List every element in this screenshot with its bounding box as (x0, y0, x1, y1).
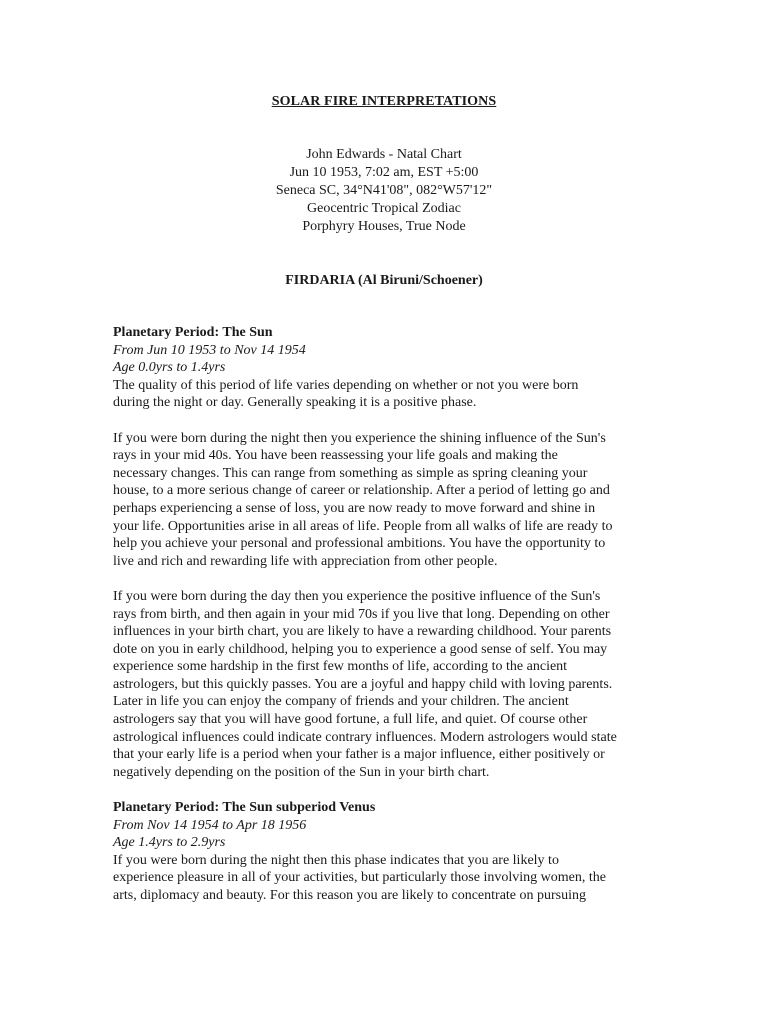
paragraph-line: that your early life is a period when your father is a major influence, either positively or (113, 747, 605, 763)
paragraph-line: rays in your mid 40s. You have been reassessing your life goals and making the (113, 448, 558, 464)
period-age-range: Age 1.4yrs to 2.9yrs (113, 835, 226, 851)
paragraph-line: If you were born during the night then this phase indicates that you are likely to (113, 852, 559, 868)
period-heading: Planetary Period: The Sun subperiod Venus (113, 800, 376, 816)
paragraph-line: arts, diplomacy and beauty. For this reason you are likely to concentrate on pursuing (113, 888, 587, 903)
paragraph-line: experience pleasure in all of your activities, but particularly those involving women, the (113, 870, 606, 886)
period-age-range: Age 0.0yrs to 1.4yrs (113, 360, 226, 376)
paragraph-line: house, to a more serious change of career or relationship. After a period of letting go and (113, 483, 610, 499)
paragraph-line: Later in life you can enjoy the company of friends and your children. The ancient (113, 694, 569, 710)
paragraph-line: help you achieve your personal and professional ambitions. You have the opportunity to (113, 536, 606, 552)
document-title: SOLAR FIRE INTERPRETATIONS (271, 94, 497, 109)
period-heading: Planetary Period: The Sun (113, 325, 273, 340)
paragraph-line: your life. Opportunities arise in all areas of life. People from all walks of life are ready to (113, 518, 613, 534)
paragraph-line: astrologers say that you will have good fortune, a full life, and quiet. Of course other (113, 712, 588, 728)
paragraph-line: live and rich and rewarding life with appreciation from other people. (113, 553, 498, 569)
period-date-range: From Nov 14 1954 to Apr 18 1956 (113, 817, 307, 833)
section-title: FIRDARIA (Al Biruni/Schoener) (285, 273, 483, 288)
paragraph-line: perhaps experiencing a sense of loss, you are now ready to move forward and shine in (113, 500, 596, 516)
paragraph-line: astrological influences could indicate contrary influences. Modern astrologers would state (113, 729, 617, 745)
paragraph-line: negatively depending on the position of the Sun in your birth chart. (113, 764, 490, 780)
chart-info-houses: Porphyry Houses, True Node (302, 219, 466, 234)
chart-info-block (0, 146, 768, 236)
paragraph-line: rays from birth, and then again in your mid 70s if you live that long. Depending on other (113, 606, 610, 622)
paragraph-line: If you were born during the day then you experience the positive influence of the Sun's (113, 588, 601, 604)
paragraph-line: astrologers, but this quickly passes. You are a joyful and happy child with loving parents. (113, 676, 613, 692)
period-date-range: From Jun 10 1953 to Nov 14 1954 (113, 342, 306, 358)
chart-info-zodiac: Geocentric Tropical Zodiac (307, 201, 461, 216)
body-text (113, 324, 673, 905)
chart-info-location: Seneca SC, 34°N41'08", 082°W57'12" (275, 183, 493, 198)
paragraph-line: dote on you in early childhood, helping you to experience a good sense of self. You may (113, 641, 608, 657)
paragraph-line: necessary changes. This can range from something as simple as spring cleaning your (113, 465, 588, 481)
paragraph-line: If you were born during the night then you experience the shining influence of the Sun's (113, 430, 606, 446)
paragraph-line: The quality of this period of life varies depending on whether or not you were born (113, 377, 579, 393)
paragraph-line: experience some hardship in the first few months of life, according to the ancient (113, 659, 568, 675)
chart-info-date: Jun 10 1953, 7:02 am, EST +5:00 (289, 165, 479, 180)
chart-info-name: John Edwards - Natal Chart (306, 147, 462, 162)
paragraph-line: influences in your birth chart, you are likely to have a rewarding childhood. Your parents (113, 624, 612, 640)
paragraph-line: during the night or day. Generally speaking it is a positive phase. (113, 395, 477, 411)
